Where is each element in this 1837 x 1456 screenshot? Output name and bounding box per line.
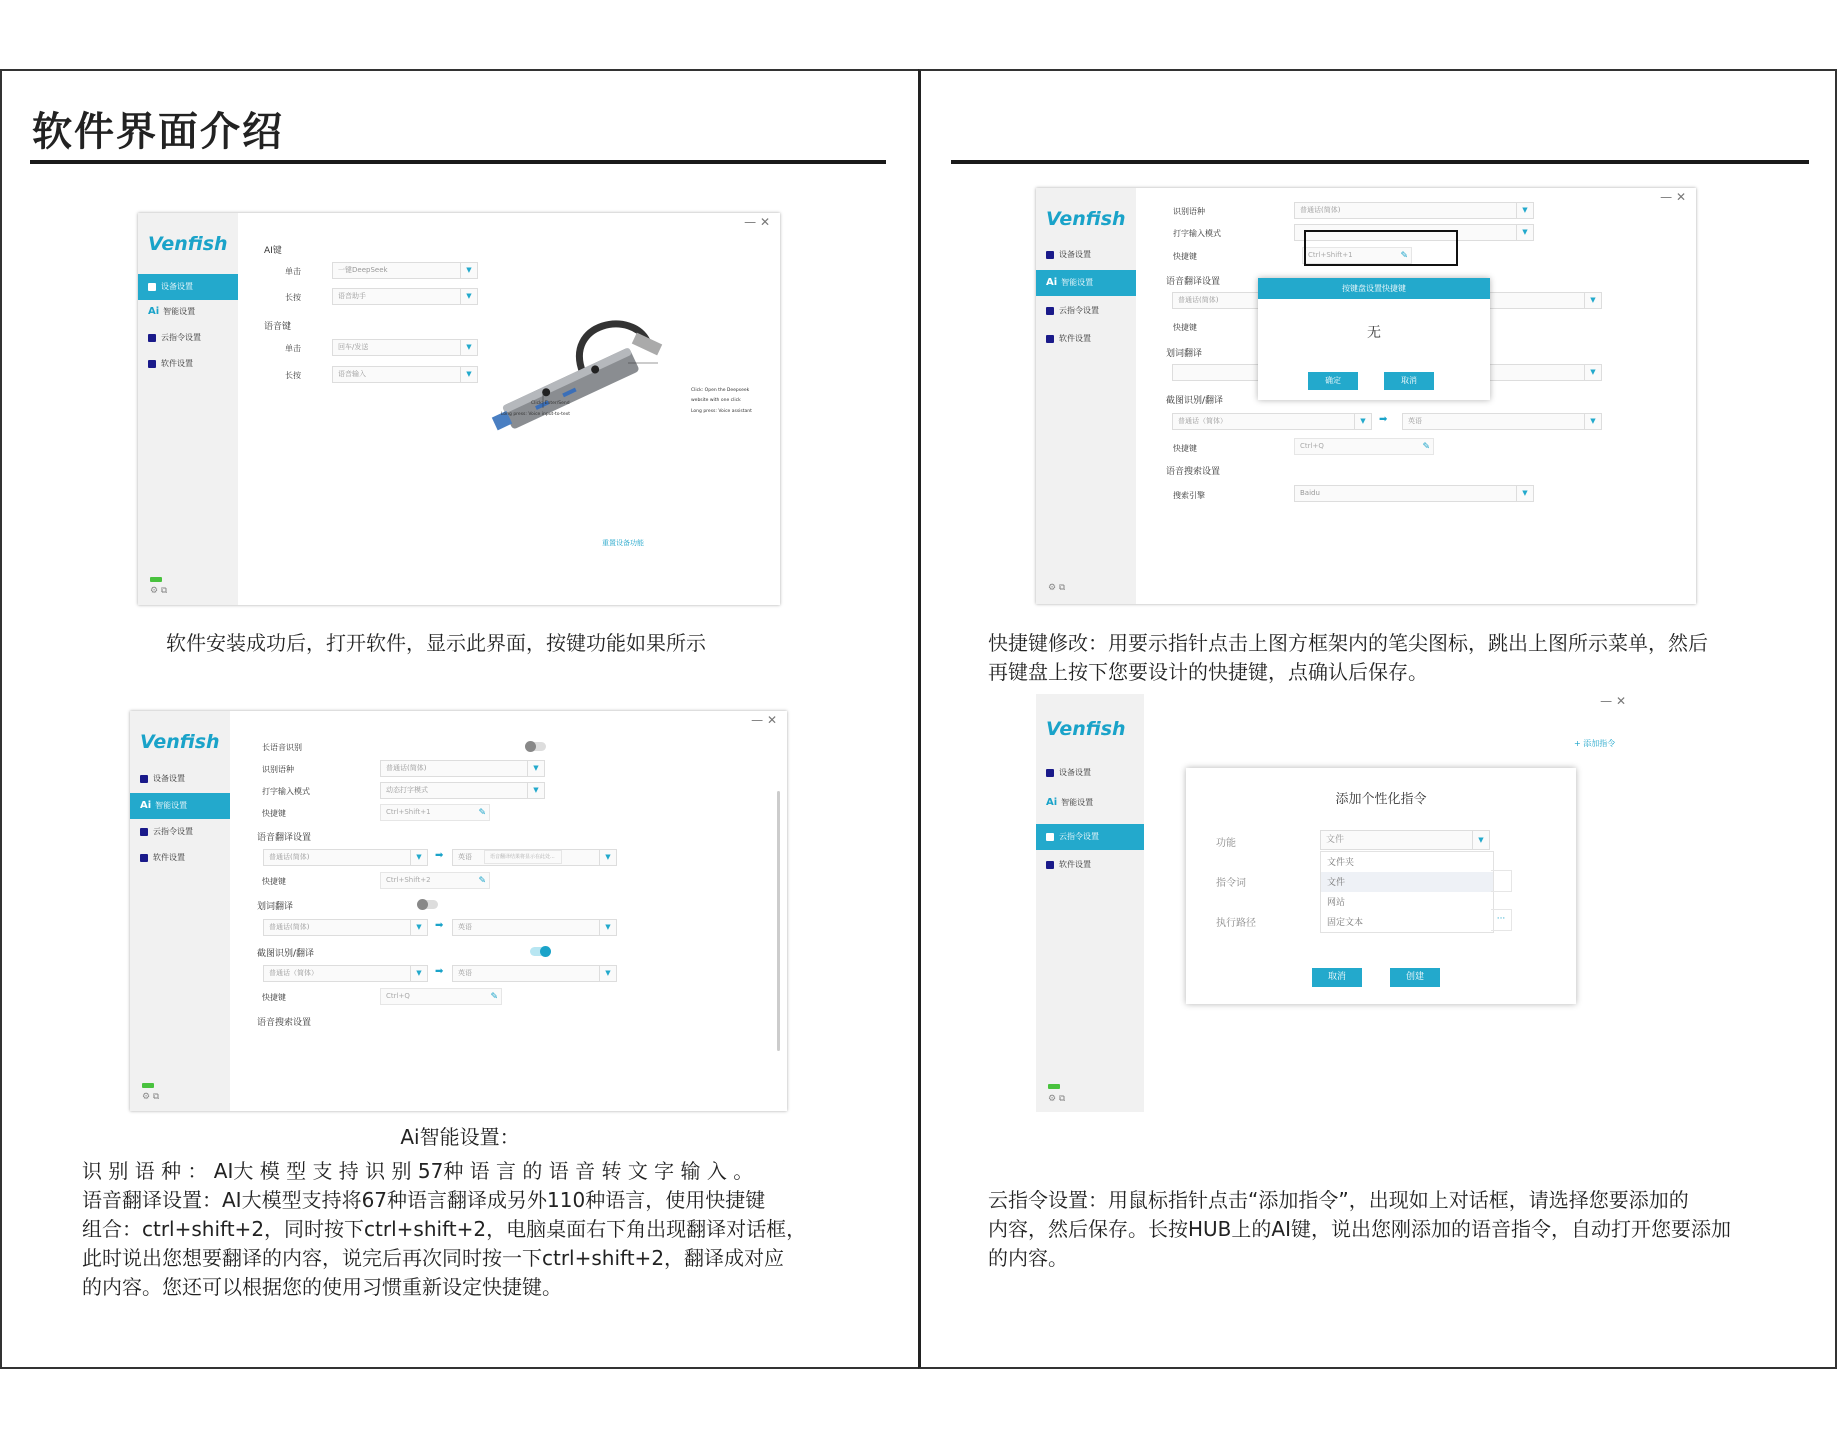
shortcut3-label: 快捷键	[1173, 444, 1197, 453]
ok-button[interactable]: 确定	[1308, 372, 1358, 390]
shortcut1-input[interactable]: Ctrl+Shift+1 ✎	[1302, 247, 1412, 264]
window-controls[interactable]: — ✕	[751, 713, 777, 727]
engine-select[interactable]: Baidu ▼	[1294, 485, 1534, 502]
voice-search-section: 语音搜索设置	[1166, 467, 1221, 477]
bookmark-icon	[148, 360, 156, 368]
edit-pen-icon: ✎	[490, 992, 498, 1002]
bookmark-icon	[1046, 335, 1054, 343]
screenshot-device-settings	[138, 213, 780, 605]
chevron-down-icon: ▼	[599, 850, 616, 865]
nav-device-settings[interactable]: 设备设置	[138, 274, 238, 300]
screenshot-toggle[interactable]	[530, 947, 550, 956]
footer-icons: ⚙ ⧉	[1048, 583, 1066, 593]
nav-ai-settings[interactable]: Ai 智能设置	[130, 793, 230, 819]
option-folder[interactable]: 文件夹	[1327, 858, 1355, 868]
sidebar	[1036, 188, 1136, 604]
shortcut3-input[interactable]: Ctrl+Q ✎	[1294, 438, 1434, 455]
title-rule-left	[30, 160, 886, 164]
voice-key-section: 语音键	[264, 322, 292, 332]
shortcut-dialog	[1258, 278, 1490, 400]
footer-icons: ⚙ ⧉	[142, 1092, 160, 1102]
caption-2-line-5: 的内容。您还可以根据您的使用习惯重新设定快捷键。	[82, 1275, 562, 1299]
arrow-right-icon: ➡	[435, 920, 444, 931]
caption-2-line-2: 语音翻译设置：AI大模型支持将67种语言翻译成另外110种语言，使用快捷键	[82, 1188, 766, 1212]
voice-long-select[interactable]: 语音输入 ▼	[332, 366, 478, 383]
chevron-down-icon: ▼	[1516, 225, 1533, 240]
nav-software-settings[interactable]: 软件设置	[138, 351, 238, 377]
caption-2-line-1: 识 别 语 种 ： AI大 模 型 支 持 识 别 57种 语 言 的 语 音 转 文 字 输 入 。	[82, 1159, 754, 1183]
nav-ai-settings[interactable]: Ai 智能设置	[1046, 797, 1094, 808]
app-logo: Venfish	[1046, 208, 1126, 230]
option-file[interactable]: 文件	[1321, 872, 1493, 892]
shot-src-select[interactable]: 普通话（简体） ▼	[1172, 413, 1372, 430]
shortcut2-input[interactable]: Ctrl+Shift+2 ✎	[380, 872, 490, 889]
long-recog-toggle[interactable]	[526, 742, 546, 751]
page-title: 软件界面介绍	[32, 109, 284, 155]
word-translate-toggle[interactable]	[418, 900, 438, 909]
dialog-header: 按键盘设置快捷键	[1258, 278, 1490, 299]
translate-src-select[interactable]: 普通话(简体) ▼	[263, 849, 428, 866]
caption-4-line-2: 内容，然后保存。长按HUB上的AI键，说出您刚添加的语音指令，自动打开您要添加	[988, 1217, 1731, 1241]
word-src-select[interactable]: 普通话(简体) ▼	[263, 919, 428, 936]
ai-single-select[interactable]: 一键DeepSeek ▼	[332, 262, 478, 279]
shortcut1-label: 快捷键	[1173, 252, 1197, 261]
chevron-down-icon: ▼	[1584, 293, 1601, 308]
option-fixed-text[interactable]: 固定文本	[1327, 918, 1364, 928]
mouse-icon	[1046, 769, 1054, 777]
callout-left-1: Click: Enter/Send	[531, 401, 570, 406]
chevron-down-icon: ▼	[1472, 831, 1489, 849]
func-select[interactable]: 文件 ▼	[1320, 830, 1490, 850]
footer-icons: ⚙ ⧉	[1048, 1094, 1066, 1104]
arrow-right-icon: ➡	[435, 850, 444, 861]
screenshot-section: 截图识别/翻译	[257, 949, 315, 959]
callout-right-3: Long press: Voice assistant	[691, 409, 752, 414]
callout-right-1: Click: Open the Deepseek	[691, 388, 750, 393]
shot-dst-select[interactable]: 英语 ▼	[452, 965, 617, 982]
cloud-icon	[148, 334, 156, 342]
nav-software-settings[interactable]: 软件设置	[1036, 326, 1136, 352]
shortcut3-input[interactable]: Ctrl+Q ✎	[380, 988, 502, 1005]
recog-lang-select[interactable]: 普通话(简体) ▼	[1294, 202, 1534, 219]
nav-device-settings[interactable]: 设备设置	[1036, 760, 1144, 786]
sidebar	[130, 711, 230, 1111]
screenshot-section: 截图识别/翻译	[1166, 396, 1224, 406]
app-logo: Venfish	[1046, 718, 1126, 740]
voice-long-label: 长按	[285, 371, 301, 380]
footer-icons: ⚙ ⧉	[150, 586, 168, 596]
shot-dst-select[interactable]: 英语 ▼	[1402, 413, 1602, 430]
mouse-icon	[140, 775, 148, 783]
translate-section: 语音翻译设置	[257, 833, 312, 843]
typing-mode-label: 打字输入模式	[1173, 229, 1221, 238]
path-label: 执行路径	[1216, 918, 1256, 929]
voice-single-label: 单击	[285, 344, 301, 353]
chevron-down-icon: ▼	[1516, 486, 1533, 501]
create-button[interactable]: 创建	[1390, 968, 1440, 987]
chevron-down-icon: ▼	[1584, 414, 1601, 429]
nav-software-settings[interactable]: 软件设置	[130, 845, 230, 871]
typing-mode-label: 打字输入模式	[262, 787, 310, 796]
screenshot-shortcut-dialog	[1036, 188, 1696, 604]
chevron-down-icon: ▼	[460, 367, 477, 382]
app-logo: Venfish	[140, 731, 220, 753]
caption-4-line-3: 的内容。	[988, 1246, 1068, 1270]
bookmark-icon	[1046, 861, 1054, 869]
chevron-down-icon: ▼	[527, 783, 544, 798]
usb-hub-illustration	[483, 313, 723, 443]
nav-software-settings[interactable]: 软件设置	[1036, 852, 1144, 878]
nav-cloud-commands[interactable]: 云指令设置	[130, 819, 230, 845]
chevron-down-icon: ▼	[1516, 203, 1533, 218]
dialog-title: 添加个性化指令	[1335, 792, 1427, 807]
add-command-dialog	[1186, 768, 1576, 1004]
typing-mode-select[interactable]: 动态打字模式 ▼	[380, 782, 545, 799]
translate-hint-input: 语音翻译结果将显示在此处...	[484, 850, 562, 864]
ai-long-label: 长按	[285, 293, 301, 302]
cloud-icon	[140, 828, 148, 836]
edit-pen-icon: ✎	[478, 808, 486, 818]
nav-cloud-commands[interactable]: 云指令设置	[138, 325, 238, 351]
window-controls[interactable]: — ✕	[744, 215, 770, 229]
screenshot-ai-settings	[130, 711, 787, 1111]
chevron-down-icon: ▼	[1354, 414, 1371, 429]
dialog-value: 无	[1367, 325, 1381, 341]
arrow-right-icon: ➡	[1379, 414, 1388, 425]
translate-section: 语音翻译设置	[1166, 277, 1221, 287]
cmd-label: 指令词	[1216, 878, 1246, 889]
shortcut1-input[interactable]: Ctrl+Shift+1 ✎	[380, 804, 490, 821]
caption-3-line-1: 快捷键修改：用要示指针点击上图方框架内的笔尖图标，跳出上图所示菜单，然后	[988, 631, 1708, 655]
long-recog-label: 长语音识别	[262, 743, 302, 752]
chevron-down-icon: ▼	[599, 920, 616, 935]
app-logo: Venfish	[148, 233, 228, 255]
translate-dst-select[interactable]: 英语 ▼	[452, 849, 617, 866]
shortcut1-label: 快捷键	[262, 809, 286, 818]
chevron-down-icon: ▼	[410, 850, 427, 865]
nav-device-settings[interactable]: 设备设置	[130, 766, 230, 792]
caption-2-title: Ai智能设置：	[400, 1125, 520, 1149]
nav-ai-settings[interactable]: Ai 智能设置	[148, 306, 196, 317]
shortcut2-label: 快捷键	[1173, 323, 1197, 332]
browse-button[interactable]: ···	[1491, 909, 1512, 931]
reset-device-link[interactable]: 重置设备功能	[602, 539, 644, 547]
word-dst-select[interactable]: 英语 ▼	[452, 919, 617, 936]
window-controls[interactable]: — ✕	[1660, 190, 1686, 204]
chevron-down-icon: ▼	[460, 289, 477, 304]
chevron-down-icon: ▼	[460, 263, 477, 278]
recog-lang-label: 识别语种	[262, 765, 294, 774]
arrow-right-icon: ➡	[435, 966, 444, 977]
mouse-icon	[148, 283, 156, 291]
shortcut2-label: 快捷键	[262, 877, 286, 886]
battery-icon	[150, 577, 162, 582]
ai-single-label: 单击	[285, 267, 301, 276]
caption-3-line-2: 再键盘上按下您要设计的快捷键，点确认后保存。	[988, 660, 1428, 684]
cmd-input[interactable]	[1491, 870, 1512, 892]
nav-cloud-commands[interactable]: 云指令设置	[1036, 298, 1136, 324]
cloud-icon	[1046, 833, 1054, 841]
battery-icon	[1048, 1084, 1060, 1089]
edit-pen-icon: ✎	[1422, 442, 1430, 452]
func-dropdown	[1320, 851, 1494, 933]
ai-key-section: AI键	[264, 246, 282, 256]
add-command-link[interactable]: + 添加指令	[1574, 739, 1616, 748]
caption-1: 软件安装成功后，打开软件，显示此界面，按键功能如果所示	[166, 631, 706, 655]
voice-search-section: 语音搜索设置	[257, 1018, 312, 1028]
nav-cloud-commands[interactable]: 云指令设置	[1036, 824, 1144, 850]
engine-label: 搜索引擎	[1173, 491, 1205, 500]
word-translate-section: 划词翻译	[1166, 349, 1203, 359]
cancel-button[interactable]: 取消	[1384, 372, 1434, 390]
caption-2-line-3: 组合：ctrl+shift+2，同时按下ctrl+shift+2，电脑桌面右下角出现翻译对话框，	[82, 1217, 807, 1241]
mouse-icon	[1046, 251, 1054, 259]
scrollbar[interactable]	[777, 791, 780, 1051]
sidebar	[138, 213, 238, 605]
title-rule-right	[951, 160, 1809, 164]
recog-lang-select[interactable]: 普通话(简体) ▼	[380, 760, 545, 777]
ai-icon: Ai	[140, 800, 152, 811]
ai-icon: Ai	[1046, 797, 1058, 808]
window-controls[interactable]: — ✕	[1600, 694, 1626, 708]
option-website[interactable]: 网站	[1327, 898, 1346, 908]
screenshot-cloud-commands	[1036, 694, 1726, 1112]
chevron-down-icon: ▼	[599, 966, 616, 981]
chevron-down-icon: ▼	[1584, 365, 1601, 380]
recog-lang-label: 识别语种	[1173, 207, 1205, 216]
chevron-down-icon: ▼	[527, 761, 544, 776]
ai-icon: Ai	[148, 306, 160, 317]
bookmark-icon	[140, 854, 148, 862]
chevron-down-icon: ▼	[460, 340, 477, 355]
voice-single-select[interactable]: 回车/发送 ▼	[332, 339, 478, 356]
cloud-icon	[1046, 307, 1054, 315]
callout-right-2: website with one click	[691, 398, 741, 403]
nav-ai-settings[interactable]: Ai 智能设置	[1036, 270, 1136, 296]
ai-long-select[interactable]: 语音助手 ▼	[332, 288, 478, 305]
edit-pen-icon: ✎	[1400, 251, 1408, 261]
caption-4-line-1: 云指令设置：用鼠标指针点击“添加指令”，出现如上对话框，请选择您要添加的	[988, 1188, 1689, 1212]
chevron-down-icon: ▼	[410, 920, 427, 935]
highlight-box	[1304, 230, 1458, 266]
sidebar	[1036, 694, 1144, 1112]
callout-left-2: Long press: Voice input-to-text	[501, 412, 571, 417]
battery-icon	[142, 1083, 154, 1088]
shot-src-select[interactable]: 普通话（简体） ▼	[263, 965, 428, 982]
caption-2-line-4: 此时说出您想要翻译的内容，说完后再次同时按一下ctrl+shift+2，翻译成对应	[82, 1246, 785, 1270]
word-translate-section: 划词翻译	[257, 902, 294, 912]
nav-device-settings[interactable]: 设备设置	[1036, 242, 1136, 268]
translate-src-select[interactable]: 普通话(简体) ▼	[1172, 292, 1602, 309]
shortcut3-label: 快捷键	[262, 993, 286, 1002]
ai-icon: Ai	[1046, 277, 1058, 288]
cancel-button[interactable]: 取消	[1312, 968, 1362, 987]
edit-pen-icon: ✎	[478, 876, 486, 886]
chevron-down-icon: ▼	[410, 966, 427, 981]
func-label: 功能	[1216, 838, 1236, 849]
